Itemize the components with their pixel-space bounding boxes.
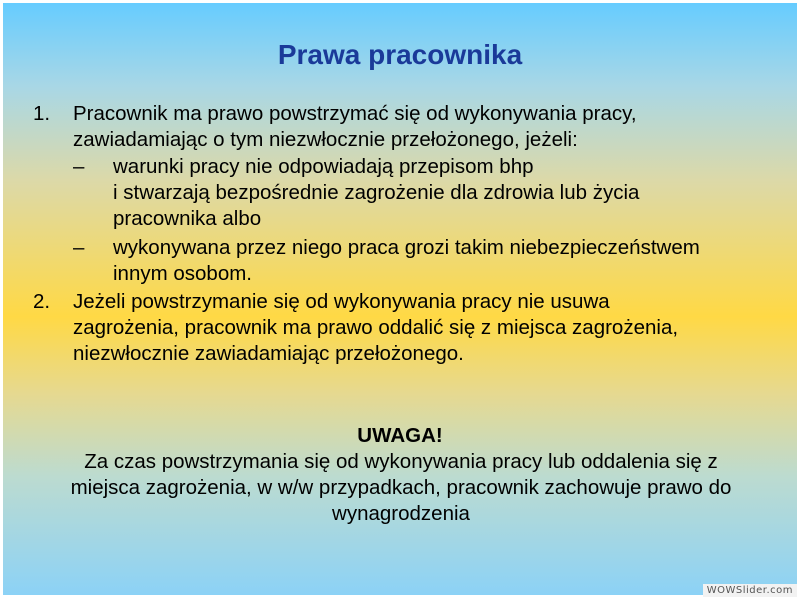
text-line: pracownika albo [113, 207, 262, 230]
list-number: 1. [33, 102, 51, 125]
text-line: miejsca zagrożenia, w w/w przypadkach, pracownik zachowuje prawo do [70, 476, 732, 499]
text-line: Pracownik ma prawo powstrzymać się od wykonywania pracy, [73, 102, 637, 125]
text-line: wykonywana przez niego praca grozi takim niebezpieczeństwem [113, 236, 700, 259]
dash-bullet: – [73, 155, 85, 178]
sub-item-text [113, 154, 773, 232]
text-line: warunki pracy nie odpowiadają przepisom bhp [113, 155, 534, 178]
list-item-text [73, 101, 773, 153]
text-line: Za czas powstrzymania się od wykonywania pracy lub oddalenia się z [84, 450, 718, 473]
slide-title: Prawa pracownika [277, 39, 523, 70]
text-line: Jeżeli powstrzymanie się od wykonywania pracy nie usuwa [73, 290, 610, 313]
text-line: wynagrodzenia [332, 502, 470, 525]
sub-item-text [113, 235, 773, 287]
watermark-link[interactable]: WOWSlider.com [703, 584, 797, 597]
text-line: zagrożenia, pracownik ma prawo oddalić się z miejsca zagrożenia, [73, 316, 679, 339]
note-heading: UWAGA! [357, 424, 443, 447]
text-line: i stwarzają bezpośrednie zagrożenie dla zdrowia lub życia [113, 181, 640, 204]
list-number: 2. [33, 290, 51, 313]
slide [3, 3, 797, 595]
note-text [31, 449, 771, 527]
text-line: zawiadamiając o tym niezwłocznie przełożonego, jeżeli: [73, 128, 578, 151]
text-line: niezwłocznie zawiadamiając przełożonego. [73, 342, 464, 365]
dash-bullet: – [73, 236, 85, 259]
text-line: innym osobom. [113, 262, 253, 285]
list-item-text [73, 289, 773, 367]
